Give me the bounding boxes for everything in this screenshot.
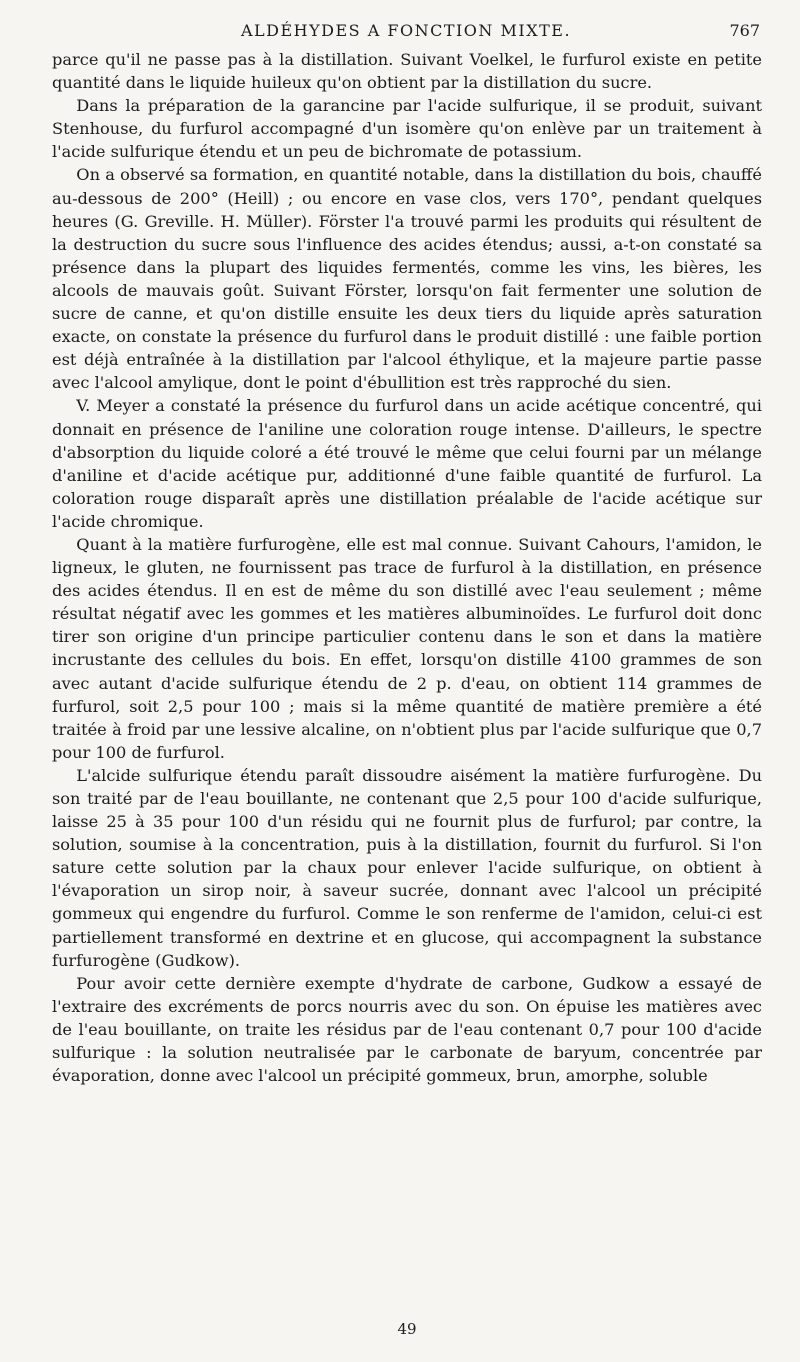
paragraph: L'alcide sulfurique étendu paraît dissoudre aisément la matière furfurogène. Du son traité par de l'eau bouillante, ne contenant que 2,5 pour 100 d'acide sulfurique, laisse 25 à 35 pour 100 d'un résidu qui ne fournit plus de furfurol; par contre, la solution, soumise à la concentration, puis à la distillation, fournit du furfurol. Si l'on sature cette solution par la chaux pour enlever l'acide sulfurique, on obtient à l'évaporation un sirop noir, à saveur sucrée, donnant avec l'alcool un précipité gommeux qui engendre du furfurol. Comme le son renferme de l'amidon, celui-ci est partiellement transformé en dextrine et en glucose, qui accompagnent la substance furfurogène (Gudkow). (52, 765, 762, 970)
paragraph: Dans la préparation de la garancine par l'acide sulfurique, il se produit, suivant Stenhouse, du furfurol accompagné d'un isomère qu'on enlève par un traitement à l'acide sulfurique étendu et un peu de bichromate de potassium. (52, 96, 762, 162)
paragraph: Pour avoir cette dernière exempte d'hydrate de carbone, Gudkow a essayé de l'extraire des excréments de porcs nourris avec du son. On épuise les matières avec de l'eau bouillante, on traite les résidus par de l'eau contenant 0,7 pour 100 d'acide sulfurique : la solution neutralisée par le carbonate de baryum, concentrée par évaporation, donne avec l'alcool un précipité gommeux, brun, amorphe, soluble (52, 973, 762, 1086)
paragraph: parce qu'il ne passe pas à la distillation. Suivant Voelkel, le furfurol existe en petite quantité dans le liquide huileux qu'on obtient par la distillation du sucre. (52, 50, 762, 93)
page-number: 767 (729, 21, 760, 40)
running-header (52, 18, 760, 44)
body-text (52, 48, 762, 1087)
paragraph: On a observé sa formation, en quantité notable, dans la distillation du bois, chauffé au-dessous de 200° (Heill) ; ou encore en vase clos, vers 170°, pendant quelques heures (G. Greville. H. Müller). Förster l'a trouvé parmi les produits qui résultent de la destruction du sucre sous l'influence des acides étendus; aussi, a-t-on constaté sa présence dans la plupart des liquides fermentés, comme les vins, les bières, les alcools de mauvais goût. Suivant Förster, lorsqu'on fait fermenter une solution de sucre de canne, et qu'on distille ensuite les deux tiers du liquide après saturation exacte, on constate la présence du furfurol dans le produit distillé : une faible portion est déjà entraînée à la distillation par l'alcool éthylique, et la majeure partie passe avec l'alcool amylique, dont le point d'ébullition est très rapproché du sien. (52, 165, 762, 393)
signature-mark: 49 (397, 1320, 417, 1338)
paragraph: V. Meyer a constaté la présence du furfurol dans un acide acétique concentré, qui donnait en présence de l'aniline une coloration rouge intense. D'ailleurs, le spectre d'absorption du liquide coloré a été trouvé le même que celui fourni par un mélange d'aniline et d'acide acétique pur, additionné d'une faible quantité de furfurol. La coloration rouge disparaît après une distillation préalable de l'acide acétique sur l'acide chromique. (52, 396, 762, 531)
running-title: ALDÉHYDES A FONCTION MIXTE. (240, 21, 572, 40)
paragraph: Quant à la matière furfurogène, elle est mal connue. Suivant Cahours, l'amidon, le ligneux, le gluten, ne fournissent pas trace de furfurol à la distillation, en présence des acides étendus. Il en est de même du son distillé avec l'eau seulement ; même résultat négatif avec les gommes et les matières albuminoïdes. Le furfurol doit donc tirer son origine d'un principe particulier contenu dans le son et dans la matière incrustante des cellules du bois. En effet, lorsqu'on distille 4100 grammes de son avec autant d'acide sulfurique étendu de 2 p. d'eau, on obtient 114 grammes de furfurol, soit 2,5 pour 100 ; mais si la même quantité de matière première a été traitée à froid par une lessive alcaline, on n'obtient plus par l'acide sulfurique que 0,7 pour 100 de furfurol. (52, 534, 762, 762)
